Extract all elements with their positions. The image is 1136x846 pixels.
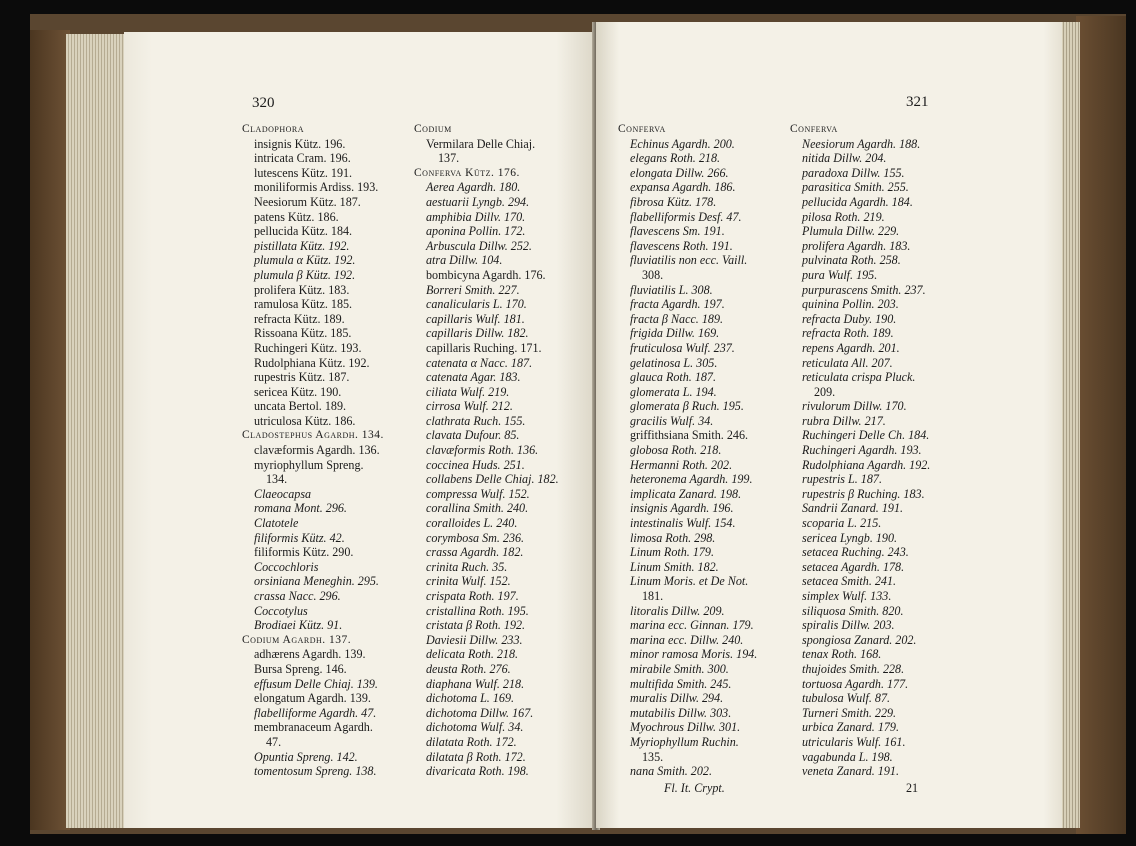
index-entry: refracta Duby. 190. xyxy=(802,311,897,326)
index-entry: coralloides L. 240. xyxy=(426,516,518,531)
index-entry: capillaris Ruching. 171. xyxy=(426,340,542,355)
index-entry: Claeocapsa xyxy=(254,486,312,501)
index-entry: plumula α Kütz. 192. xyxy=(254,253,356,268)
index-entry: adhærens Agardh. 139. xyxy=(254,647,366,662)
index-entry: Neesiorum Kütz. 187. xyxy=(254,194,361,209)
index-entry: catenata α Nacc. 187. xyxy=(426,355,533,370)
index-entry: delicata Roth. 218. xyxy=(426,647,519,662)
index-entry: tomentosum Spreng. 138. xyxy=(254,764,377,779)
index-entry: prolifera Kütz. 183. xyxy=(254,282,350,297)
index-entry: glomerata β Ruch. 195. xyxy=(630,399,744,414)
index-entry: dichotoma L. 169. xyxy=(426,691,515,706)
index-entry: rupestris L. 187. xyxy=(802,472,882,487)
index-entry: refracta Roth. 189. xyxy=(802,326,894,341)
index-entry: spiralis Dillw. 203. xyxy=(802,618,895,633)
index-entry: limosa Roth. 298. xyxy=(630,530,716,545)
index-entry: amphibia Dillv. 170. xyxy=(426,209,526,224)
index-entry: fluviatilis non ecc. Vaill. xyxy=(630,253,748,268)
index-entry: implicata Zanard. 198. xyxy=(630,486,742,501)
index-entry: romana Mont. 296. xyxy=(254,501,347,516)
index-entry: Myochrous Dillw. 301. xyxy=(630,720,741,735)
index-entry: Bursa Spreng. 146. xyxy=(254,661,347,676)
index-entry: prolifera Agardh. 183. xyxy=(802,238,911,253)
index-entry: fruticulosa Wulf. 237. xyxy=(630,340,735,355)
index-entry: Coccochloris xyxy=(254,559,319,574)
index-entry: dichotoma Wulf. 34. xyxy=(426,720,524,735)
index-entry: sericea Kütz. 190. xyxy=(254,384,342,399)
index-entry: setacea Smith. 241. xyxy=(802,574,897,589)
index-entry: pistillata Kütz. 192. xyxy=(254,238,350,253)
page-edges-left xyxy=(66,34,128,828)
index-entry: Rudolphiana Agardh. 192. xyxy=(802,457,931,472)
index-entry: Linum Smith. 182. xyxy=(630,559,719,574)
index-entry: 181. xyxy=(642,589,664,603)
index-entry: gracilis Wulf. 34. xyxy=(630,413,714,428)
index-entry: flabelliforme Agardh. 47. xyxy=(254,705,377,720)
index-entry: repens Agardh. 201. xyxy=(802,340,900,355)
index-entry: expansa Agardh. 186. xyxy=(630,180,736,195)
index-entry: canalicularis L. 170. xyxy=(426,297,527,312)
index-entry: ciliata Wulf. 219. xyxy=(426,384,510,399)
index-entry: multifida Smith. 245. xyxy=(630,676,732,691)
index-entry: ramulosa Kütz. 185. xyxy=(254,297,353,312)
index-entry: myriophyllum Spreng. xyxy=(254,457,364,472)
index-entry: Linum Roth. 179. xyxy=(630,545,714,560)
index-entry: pellucida Agardh. 184. xyxy=(802,194,913,209)
index-entry: Arbuscula Dillw. 252. xyxy=(426,238,532,253)
index-entry: pura Wulf. 195. xyxy=(802,267,878,282)
index-entry: tubulosa Wulf. 87. xyxy=(802,691,891,706)
index-entry: mutabilis Dillw. 303. xyxy=(630,705,732,720)
right-page-number: 321 xyxy=(906,94,929,110)
index-entry: Rudolphiana Kütz. 192. xyxy=(254,355,370,370)
index-entry: diaphana Wulf. 218. xyxy=(426,676,525,691)
index-entry: crispata Roth. 197. xyxy=(426,589,519,603)
index-entry: aestuarii Lyngb. 294. xyxy=(426,194,530,209)
index-entry: fluviatilis L. 308. xyxy=(630,282,713,297)
genus-heading: Cladophora xyxy=(242,123,305,135)
index-entry: thujoides Smith. 228. xyxy=(802,661,905,676)
index-entry: tenax Roth. 168. xyxy=(802,647,882,662)
index-entry: elegans Roth. 218. xyxy=(630,151,721,166)
index-entry: cristallina Roth. 195. xyxy=(426,603,529,618)
index-entry: insignis Agardh. 196. xyxy=(630,501,734,516)
genus-heading: Conferva Kütz. 176. xyxy=(414,166,520,179)
index-entry: purpurascens Smith. 237. xyxy=(802,282,926,297)
index-entry: Myriophyllum Ruchin. xyxy=(630,734,739,749)
index-entry: rubra Dillw. 217. xyxy=(802,413,886,428)
index-entry: capillaris Dillw. 182. xyxy=(426,326,529,341)
index-entry: filiformis Kütz. 290. xyxy=(254,545,354,560)
index-entry: Rissoana Kütz. 185. xyxy=(254,326,352,341)
index-entry: reticulata All. 207. xyxy=(802,355,893,370)
index-entry: plumula β Kütz. 192. xyxy=(254,267,356,282)
index-entry: Coccotylus xyxy=(254,603,308,618)
index-entry: glomerata L. 194. xyxy=(630,384,717,399)
index-entry: filiformis Kütz. 42. xyxy=(254,530,345,545)
index-entry: veneta Zanard. 191. xyxy=(802,764,899,779)
index-entry: quinina Pollin. 203. xyxy=(802,297,899,312)
index-entry: frigida Dillw. 169. xyxy=(630,326,720,341)
index-entry: griffithsiana Smith. 246. xyxy=(630,428,749,443)
index-entry: spongiosa Zanard. 202. xyxy=(802,632,917,647)
index-entry: vagabunda L. 198. xyxy=(802,749,893,764)
genus-heading: Conferva xyxy=(790,123,838,135)
index-entry: Opuntia Spreng. 142. xyxy=(254,749,358,764)
index-entry: rupestris β Ruching. 183. xyxy=(802,486,925,501)
index-entry: Brodiaei Kütz. 91. xyxy=(254,618,343,633)
index-column-2 xyxy=(414,122,559,779)
index-entry: insignis Kütz. 196. xyxy=(254,136,346,151)
index-entry: utriculosa Kütz. 186. xyxy=(254,413,356,428)
index-entry: 137. xyxy=(438,151,460,166)
index-entry: clavata Dufour. 85. xyxy=(426,428,520,443)
index-entry: glauca Roth. 187. xyxy=(630,370,716,385)
index-entry: capillaris Wulf. 181. xyxy=(426,311,525,326)
index-entry: Hermanni Roth. 202. xyxy=(630,457,733,472)
index-entry: paradoxa Dillw. 155. xyxy=(802,165,905,180)
signature-text: Fl. It. Crypt. xyxy=(664,781,725,795)
index-entry: uncata Bertol. 189. xyxy=(254,399,347,414)
index-entry: bombicyna Agardh. 176. xyxy=(426,267,546,282)
index-entry: nitida Dillw. 204. xyxy=(802,151,887,166)
index-entry: corymbosa Sm. 236. xyxy=(426,530,525,545)
index-entry: fracta Agardh. 197. xyxy=(630,297,725,312)
genus-heading: Codium xyxy=(414,123,452,135)
index-entry: catenata Agar. 183. xyxy=(426,370,521,385)
index-entry: urbica Zanard. 179. xyxy=(802,720,899,735)
index-entry: compressa Wulf. 152. xyxy=(426,486,530,501)
index-entry: aponina Pollin. 172. xyxy=(426,224,526,239)
index-entry: setacea Agardh. 178. xyxy=(802,559,905,574)
index-entry: collabens Delle Chiaj. 182. xyxy=(426,472,559,487)
index-entry: dichotoma Dillw. 167. xyxy=(426,705,534,720)
index-entry: Ruchingeri Kütz. 193. xyxy=(254,340,362,355)
index-entry: setacea Ruching. 243. xyxy=(802,545,909,560)
index-entry: crassa Agardh. 182. xyxy=(426,545,524,560)
index-entry: dilatata Roth. 172. xyxy=(426,734,517,749)
index-entry: Neesiorum Agardh. 188. xyxy=(802,136,921,151)
index-entry: fracta β Nacc. 189. xyxy=(630,311,724,326)
genus-heading: Codium Agardh. 137. xyxy=(242,633,352,646)
index-entry: refracta Kütz. 189. xyxy=(254,311,345,326)
index-entry: Echinus Agardh. 200. xyxy=(630,136,735,151)
index-entry: Sandrii Zanard. 191. xyxy=(802,501,904,516)
index-entry: flavescens Sm. 191. xyxy=(630,224,725,239)
index-entry: Aerea Agardh. 180. xyxy=(426,180,521,195)
index-entry: intestinalis Wulf. 154. xyxy=(630,516,736,531)
index-entry: cirrosa Wulf. 212. xyxy=(426,399,513,414)
index-entry: pulvinata Roth. 258. xyxy=(802,253,901,268)
index-entry: elongatum Agardh. 139. xyxy=(254,691,371,706)
right-page xyxy=(596,22,1062,828)
index-entry: Ruchingeri Delle Ch. 184. xyxy=(802,428,930,443)
index-entry: fibrosa Kütz. 178. xyxy=(630,194,717,209)
index-entry: crinita Wulf. 152. xyxy=(426,574,511,589)
index-entry: crinita Ruch. 35. xyxy=(426,559,508,574)
index-entry: flavescens Roth. 191. xyxy=(630,238,733,253)
signature-mark xyxy=(664,781,725,796)
index-entry: gelatinosa L. 305. xyxy=(630,355,718,370)
index-entry: orsiniana Meneghin. 295. xyxy=(254,574,379,589)
index-entry: dilatata β Roth. 172. xyxy=(426,749,526,764)
index-entry: Borreri Smith. 227. xyxy=(426,282,520,297)
index-entry: elongata Dillw. 266. xyxy=(630,165,729,180)
index-entry: marina ecc. Dillw. 240. xyxy=(630,632,744,647)
left-page-number: 320 xyxy=(252,95,275,111)
index-entry: 209. xyxy=(814,384,836,399)
index-entry: mirabile Smith. 300. xyxy=(630,661,729,676)
index-entry: pilosa Roth. 219. xyxy=(802,209,885,224)
book-cover-right xyxy=(1076,16,1126,834)
index-entry: rivulorum Dillw. 170. xyxy=(802,399,907,414)
index-entry: heteronema Agardh. 199. xyxy=(630,472,753,487)
index-entry: patens Kütz. 186. xyxy=(254,209,339,224)
index-entry: litoralis Dillw. 209. xyxy=(630,603,725,618)
index-entry: moniliformis Ardiss. 193. xyxy=(254,180,379,195)
index-entry: 134. xyxy=(266,472,288,487)
index-entry: scoparia L. 215. xyxy=(802,516,882,531)
index-entry: Plumula Dillw. 229. xyxy=(802,224,900,239)
index-entry: effusum Delle Chiaj. 139. xyxy=(254,676,378,691)
index-entry: 308. xyxy=(642,267,664,282)
index-entry: reticulata crispa Pluck. xyxy=(802,370,916,385)
index-entry: divaricata Roth. 198. xyxy=(426,764,529,779)
book-cover-left xyxy=(30,30,70,830)
index-entry: atra Dillw. 104. xyxy=(426,253,503,268)
index-entry: coccinea Huds. 251. xyxy=(426,457,525,472)
index-entry: Clatotele xyxy=(254,516,299,531)
index-entry: minor ramosa Moris. 194. xyxy=(630,647,758,662)
index-entry: clathrata Ruch. 155. xyxy=(426,413,526,428)
index-entry: marina ecc. Ginnan. 179. xyxy=(630,618,754,633)
index-entry: parasitica Smith. 255. xyxy=(802,180,909,195)
index-entry: utricularis Wulf. 161. xyxy=(802,734,906,749)
left-page xyxy=(124,32,594,828)
index-entry: Vermilara Delle Chiaj. xyxy=(426,136,536,151)
index-entry: corallina Smith. 240. xyxy=(426,501,529,516)
index-entry: globosa Roth. 218. xyxy=(630,443,722,458)
index-column-3 xyxy=(618,122,757,779)
index-entry: tortuosa Agardh. 177. xyxy=(802,676,909,691)
index-entry: simplex Wulf. 133. xyxy=(802,589,892,603)
index-entry: crassa Nacc. 296. xyxy=(254,589,341,603)
index-entry: clavæformis Roth. 136. xyxy=(426,443,539,458)
index-entry: 47. xyxy=(266,734,282,749)
index-column-4 xyxy=(790,122,930,779)
genus-heading: Conferva xyxy=(618,123,666,135)
index-entry: lutescens Kütz. 191. xyxy=(254,165,353,180)
index-entry: intricata Cram. 196. xyxy=(254,151,351,166)
index-column-1 xyxy=(242,122,384,779)
index-entry: membranaceum Agardh. xyxy=(254,720,373,735)
index-entry: rupestris Kütz. 187. xyxy=(254,370,350,385)
genus-heading: Cladostephus Agardh. 134. xyxy=(242,429,384,442)
index-entry: nana Smith. 202. xyxy=(630,764,712,779)
index-entry: flabelliformis Desf. 47. xyxy=(630,209,742,224)
index-entry: Ruchingeri Agardh. 193. xyxy=(802,443,922,458)
index-entry: Turneri Smith. 229. xyxy=(802,705,897,720)
index-entry: muralis Dillw. 294. xyxy=(630,691,724,706)
index-entry: cristata β Roth. 192. xyxy=(426,618,526,633)
index-entry: 135. xyxy=(642,749,664,764)
index-entry: clavæformis Agardh. 136. xyxy=(254,443,380,458)
index-entry: pellucida Kütz. 184. xyxy=(254,224,353,239)
index-entry: siliquosa Smith. 820. xyxy=(802,603,904,618)
index-entry: Linum Moris. et De Not. xyxy=(630,574,749,589)
index-entry: deusta Roth. 276. xyxy=(426,661,511,676)
index-entry: sericea Lyngb. 190. xyxy=(802,530,898,545)
index-entry: Daviesii Dillw. 233. xyxy=(426,632,523,647)
signature-number: 21 xyxy=(906,781,919,795)
